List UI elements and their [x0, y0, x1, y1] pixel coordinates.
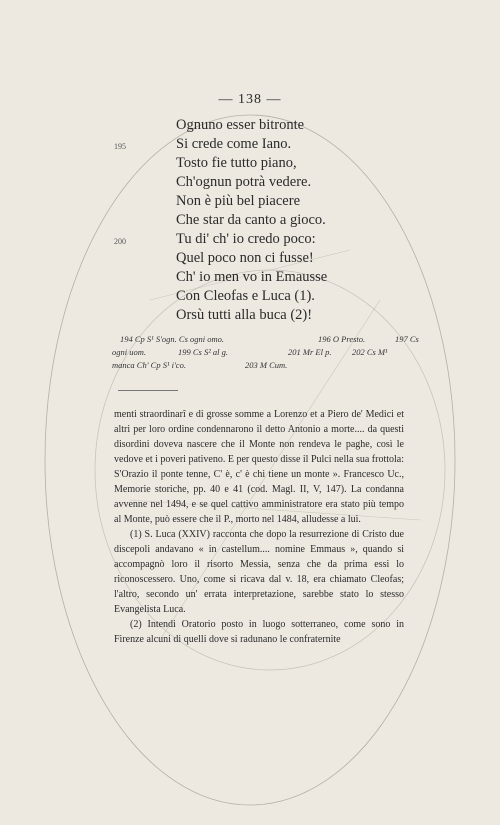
poem-line: Ognuno esser bitronte	[176, 117, 305, 133]
footnotes	[114, 407, 404, 647]
poem-line: Non è più bel piacere	[176, 193, 301, 209]
page-number: — 138 —	[218, 92, 282, 107]
line-number: 195	[114, 142, 126, 151]
variant-note: 203 M Cum.	[245, 360, 288, 370]
variant-note: 202 Cs M¹	[352, 347, 388, 357]
footnote-divider	[118, 390, 178, 391]
poem-line: Tosto fie tutto piano,	[176, 155, 297, 171]
poem-line: Con Cleofas e Luca (1).	[176, 288, 315, 304]
footnote-continuation: menti straordinarî e di grosse somme a Lorenzo et a Piero de' Medici et altri per loro ordine condennarono il detto Antonio a morte.... da questi disordini doveva nascere che il Monte non rendeva le paghe, così le vedove et i poveri pativeno. E per questo disse il Pulci nella sua frottola: S'Orazio il ponte tenne, C' è, c' è chi tiene un monte ». Francesco Uc., Memorie storiche, pp. 40 e 41 (cod. Magl. II, V, 147). La condanna avvenne nel 1494, e se quel cattivo amministratore era stato più tempo al Monte, può essere che il P., morto nel 1484, alludesse a lui.	[114, 409, 404, 525]
variant-note: manca Ch' Cp S¹ i'co.	[112, 360, 186, 370]
poem-line: Si crede come Iano.	[176, 136, 292, 152]
footnote-2: (2) Intendi Oratorio posto in luogo sotterraneo, come sono in Firenze alcuni di quelli dove si radunano le confraternite	[114, 619, 404, 645]
variant-note: 197 Cs	[395, 334, 419, 344]
poem-line: Ch' io men vo in Emausse	[176, 269, 328, 285]
footnote-1: (1) S. Luca (XXIV) racconta che dopo la resurrezione di Cristo due discepoli andavano « in castellum.... nomine Emmaus », quando si accompagnò loro il risorto Messia, senza che da prima essi lo riconoscessero. Uno, come si ricava dal v. 18, era chiamato Cleofas; l'altro, secondo un' errata interpretazione, sarebbe stato lo stesso Evangelista Luca.	[114, 529, 404, 615]
line-number: 200	[114, 237, 126, 246]
poem-line: Che star da canto a gioco.	[176, 212, 326, 228]
poem-line: Ch'ognun potrà vedere.	[176, 174, 312, 190]
variant-note: 194 Cp S¹ S'ogn. Cs ogni omo.	[120, 334, 225, 344]
poem-line: Quel poco non ci fusse!	[176, 250, 314, 266]
poem-line: Tu di' ch' io credo poco:	[176, 231, 316, 247]
variant-note: 196 O Presto.	[318, 334, 366, 344]
poem-line: Orsù tutti alla buca (2)!	[176, 307, 313, 323]
variant-note: 201 Mr El p.	[288, 347, 332, 357]
variant-note: ogni uom.	[112, 347, 146, 357]
variant-note: 199 Cs S² al g.	[178, 347, 229, 357]
